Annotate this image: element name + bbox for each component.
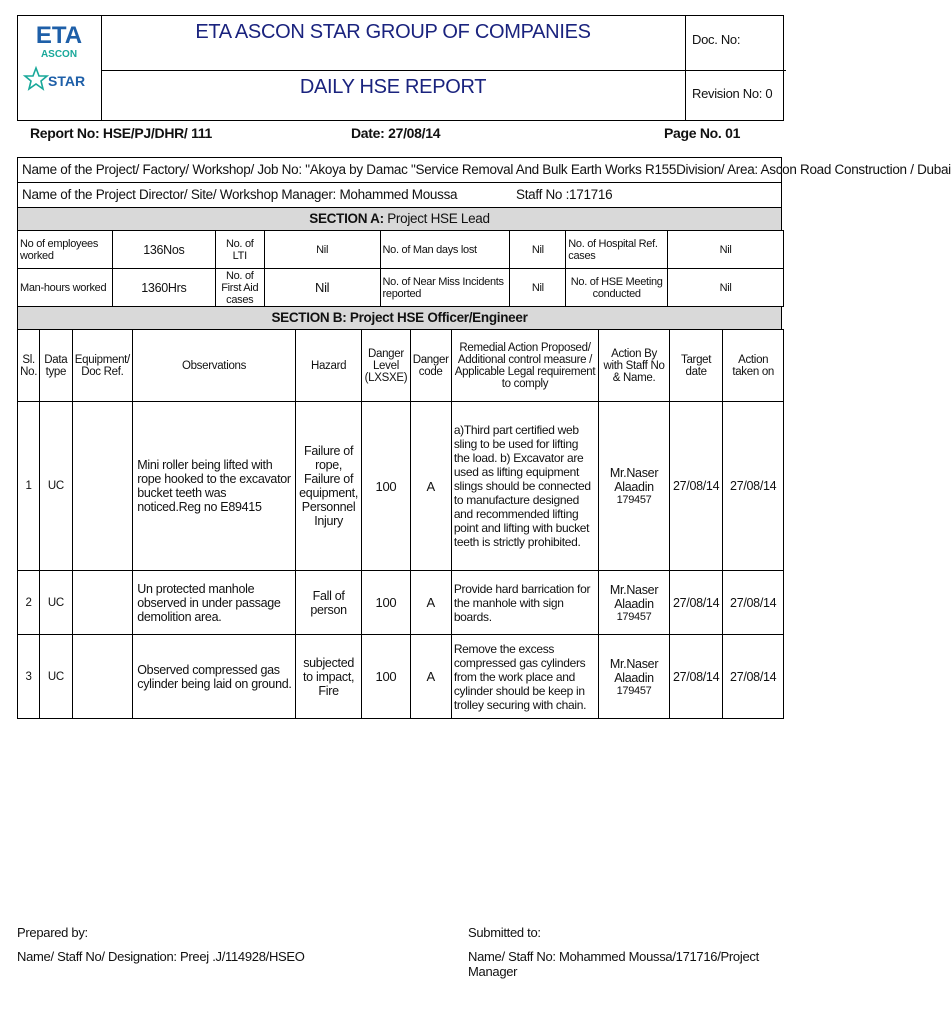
cell-observation: Observed compressed gas cylinder being laid on ground.: [133, 635, 296, 719]
project-staff-no: Staff No :171716: [516, 187, 613, 202]
cell-target-date: 27/08/14: [669, 635, 723, 719]
section-a-row: [18, 269, 784, 307]
prepared-by-label: Prepared by:: [17, 925, 88, 940]
table-row: [18, 635, 784, 719]
report-title: DAILY HSE REPORT: [299, 76, 487, 98]
label-lti: No. of LTI: [215, 231, 264, 269]
cell-equipment: [72, 571, 133, 635]
header-remedial-action: Remedial Action Proposed/ Additional control measure / Applicable Legal requirement to comply: [451, 330, 598, 402]
action-by-staff-no: 179457: [616, 610, 652, 623]
section-a-subtitle: Project HSE Lead: [383, 211, 490, 226]
company-name: ETA ASCON STAR GROUP OF COMPANIES: [195, 21, 591, 43]
cell-type: UC: [40, 402, 72, 571]
label-employees: No of employees worked: [18, 231, 113, 269]
label-man-days-lost: No. of Man days lost: [380, 231, 510, 269]
table-row: [18, 571, 784, 635]
cell-action-by: [599, 571, 670, 635]
header-action-taken: Action taken on: [723, 330, 784, 402]
value-first-aid: Nil: [264, 269, 380, 307]
cell-equipment: [72, 635, 133, 719]
cell-action-taken: 27/08/14: [723, 402, 784, 571]
page-number: Page No. 01: [664, 125, 741, 141]
doc-no-label: Doc. No:: [692, 32, 741, 47]
cell-action-by: [599, 635, 670, 719]
cell-danger-level: 100: [362, 571, 410, 635]
logo-star-text: STAR: [48, 73, 86, 89]
cell-remedial: a)Third part certified web sling to be used for lifting the load. b) Excavator are used as lifting equipment slings should be connected to manufacture designed and recommended lifting point and lifting with bucket teeth is strictly prohibited.: [451, 402, 598, 571]
header-target-date: Target date: [669, 330, 723, 402]
report-number: Report No: HSE/PJ/DHR/ 111: [30, 125, 213, 141]
action-by-name: Mr.Naser Alaadin: [609, 656, 659, 685]
cell-type: UC: [40, 571, 72, 635]
cell-remedial: Provide hard barrication for the manhole with sign boards.: [451, 571, 598, 635]
project-name-row: Name of the Project/ Factory/ Workshop/ Job No: "Akoya by Damac "Service Removal And Bulk Earth Works R155Division/ Area: Ascon Road Construction / Dubai: [17, 157, 782, 182]
cell-sl: 2: [18, 571, 40, 635]
value-lti: Nil: [264, 231, 380, 269]
cell-observation: Mini roller being lifted with rope hooked to the excavator bucket teeth was noticed.Reg no E89415: [133, 402, 296, 571]
action-by-staff-no: 179457: [616, 684, 652, 697]
section-b-table: [17, 329, 784, 719]
cell-hazard: Fall of person: [295, 571, 362, 635]
header-sl: Sl. No.: [18, 330, 40, 402]
value-hse-meeting: Nil: [668, 269, 784, 307]
header-equipment: Equipment/ Doc Ref.: [72, 330, 133, 402]
section-a-table: [17, 230, 784, 307]
label-hospital-cases: No. of Hospital Ref. cases: [566, 231, 668, 269]
eta-ascon-star-logo: [18, 16, 101, 120]
report-body: [17, 157, 951, 719]
cell-action-taken: 27/08/14: [723, 571, 784, 635]
cell-danger-level: 100: [362, 402, 410, 571]
cell-danger-code: A: [410, 635, 451, 719]
cell-danger-code: A: [410, 402, 451, 571]
label-near-miss: No. of Near Miss Incidents reported: [380, 269, 510, 307]
action-by-name: Mr.Naser Alaadin: [609, 466, 659, 494]
header-hazard: Hazard: [295, 330, 362, 402]
table-row: [18, 402, 784, 571]
logo-eta-text: ETA: [35, 22, 83, 49]
cell-hazard: Failure of rope, Failure of equipment, Personnel Injury: [295, 402, 362, 571]
cell-danger-code: A: [410, 571, 451, 635]
header-observations: Observations: [133, 330, 296, 402]
header-danger-level: Danger Level (LXSXE): [362, 330, 410, 402]
section-a-title: [17, 207, 782, 230]
cell-target-date: 27/08/14: [669, 402, 723, 571]
header-data-type: Data type: [40, 330, 72, 402]
cell-danger-level: 100: [362, 635, 410, 719]
cell-sl: 3: [18, 635, 40, 719]
value-near-miss: Nil: [510, 269, 566, 307]
header-doc-info: [685, 16, 786, 120]
value-man-hours: 1360Hrs: [112, 269, 215, 307]
project-manager: Name of the Project Director/ Site/ Workshop Manager: Mohammed Moussa: [22, 187, 458, 202]
revision-label: Revision No: 0: [692, 86, 773, 101]
label-hse-meeting: No. of HSE Meeting conducted: [566, 269, 668, 307]
header-action-by: Action By with Staff No & Name.: [599, 330, 670, 402]
section-a-label: SECTION A:: [309, 211, 384, 226]
header-title-block: [102, 16, 684, 120]
section-a-row: [18, 231, 784, 269]
prepared-by-value: Name/ Staff No/ Designation: Preej .J/114928/HSEO: [17, 949, 305, 964]
label-man-hours: Man-hours worked: [18, 269, 113, 307]
value-man-days-lost: Nil: [510, 231, 566, 269]
project-manager-row: [17, 182, 782, 207]
cell-type: UC: [40, 635, 72, 719]
action-by-name: Mr.Naser Alaadin: [609, 582, 659, 611]
report-date: Date: 27/08/14: [351, 125, 441, 141]
submitted-to-label: Submitted to:: [468, 925, 541, 940]
header-danger-code: Danger code: [410, 330, 451, 402]
cell-target-date: 27/08/14: [669, 571, 723, 635]
action-by-staff-no: 179457: [616, 494, 652, 506]
cell-observation: Un protected manhole observed in under passage demolition area.: [133, 571, 296, 635]
submitted-to-value: Name/ Staff No: Mohammed Moussa/171716/Project Manager: [468, 949, 759, 979]
company-logo: [18, 16, 102, 120]
cell-equipment: [72, 402, 133, 571]
cell-action-taken: 27/08/14: [723, 635, 784, 719]
cell-sl: 1: [18, 402, 40, 571]
logo-ascon-text: ASCON: [40, 49, 78, 60]
cell-action-by: [599, 402, 670, 571]
report-header: [17, 15, 784, 121]
star-icon: [25, 68, 47, 89]
value-employees: 136Nos: [112, 231, 215, 269]
value-hospital-cases: Nil: [668, 231, 784, 269]
table-header-row: [18, 330, 784, 402]
section-b-title: SECTION B: Project HSE Officer/Engineer: [17, 307, 782, 329]
cell-remedial: Remove the excess compressed gas cylinders from the work place and cylinder should be keep in trolley securing with chain.: [451, 635, 598, 719]
label-first-aid: No. of First Aid cases: [215, 269, 264, 307]
cell-hazard: subjected to impact, Fire: [295, 635, 362, 719]
